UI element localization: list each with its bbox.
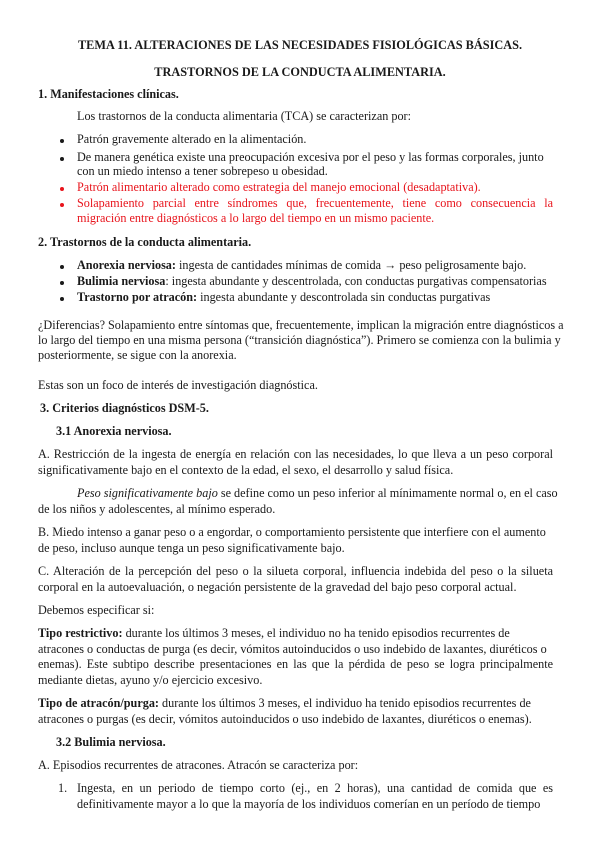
- text-line: significativamente bajo en el contexto de la edad, el sexo, el desarrollo y salud física.: [38, 463, 454, 477]
- text-line: corporal en la autoevaluación, o negación persistente de la gravedad del bajo peso corporal actual.: [38, 580, 517, 594]
- text: durante los últimos 3 meses, el individuo ha tenido episodios recurrentes de: [158, 696, 531, 710]
- term: Bulimia nerviosa: [77, 274, 166, 288]
- section-1-intro: Los trastornos de la conducta alimentaria (TCA) se caracterizan por:: [77, 109, 411, 123]
- title-line-2: TRASTORNOS DE LA CONDUCTA ALIMENTARIA.: [154, 65, 446, 79]
- text-line: enemas). Este subtipo describe presentaciones en las que la pérdida de peso se logra principalmente: [38, 657, 553, 671]
- term: Tipo restrictivo:: [38, 626, 123, 640]
- definition: ingesta abundante y descontrolada sin conductas purgativas: [197, 290, 491, 304]
- text-line: lo largo del tiempo en una misma persona (“transición diagnóstica”). Primero se comienza con la bulimia y: [38, 333, 561, 347]
- subsection-3-2-heading: 3.2 Bulimia nerviosa.: [56, 735, 166, 749]
- definition: ingesta de cantidades mínimas de comida → peso peligrosamente bajo.: [175, 258, 527, 272]
- bullet-icon: [60, 150, 64, 165]
- text-line: mediante dietas, ayuno y/o ejercicio excesivo.: [38, 673, 263, 687]
- bullet-text: Patrón gravemente alterado en la alimentación.: [77, 132, 307, 146]
- bullet-icon: [60, 132, 64, 147]
- text-line: atracones o conductas de purga (es decir, vómitos autoinducidos o uso indebido de laxantes, diuréticos o: [38, 642, 547, 656]
- bullet-text: con un miedo intenso a tener sobrepeso u obesidad.: [77, 164, 328, 178]
- text-line: ¿Diferencias? Solapamiento entre síntomas que, frecuentemente, implican la migración entre diagnósticos a: [38, 318, 564, 332]
- text-line: C. Alteración de la percepción del peso o la silueta corporal, influencia indebida del peso o la silueta: [38, 564, 553, 578]
- bullet-text: Solapamiento parcial entre síndromes que, frecuentemente, tiene como consecuencia la: [77, 196, 553, 210]
- definition: : ingesta abundante y descentrolada, con conductas purgativas compensatorias: [165, 274, 547, 288]
- section-3-heading: 3. Criterios diagnósticos DSM-5.: [40, 401, 209, 415]
- text-line: definitivamente mayor a lo que la mayoría de los individuos comerían en un período de tiempo: [77, 797, 541, 811]
- term: Anorexia nerviosa:: [77, 258, 176, 272]
- text-line: posteriormente, se sigue con la anorexia.: [38, 348, 237, 362]
- bullet-icon: [60, 258, 64, 273]
- text-line: B. Miedo intenso a ganar peso o a engordar, o comportamiento persistente que interfiere con el aumento: [38, 525, 546, 539]
- specify-text: Debemos especificar si:: [38, 603, 155, 617]
- bullet-text: Patrón alimentario alterado como estrategia del manejo emocional (desadaptativa).: [77, 180, 481, 194]
- text-line: atracones o purgas (es decir, vómitos autoinducidos o uso indebido de laxantes, diuréticos o enemas).: [38, 712, 532, 726]
- text-line: de los niños y adolescentes, al mínimo esperado.: [38, 502, 276, 516]
- subsection-3-1-heading: 3.1 Anorexia nerviosa.: [56, 424, 172, 438]
- term: Trastorno por atracón:: [77, 290, 198, 304]
- focus-text: Estas son un foco de interés de investigación diagnóstica.: [38, 378, 318, 392]
- bullet-icon: [60, 290, 64, 305]
- bullet-icon: [60, 180, 64, 195]
- italic-term: Peso significativamente bajo: [77, 486, 218, 500]
- term: Tipo de atracón/purga:: [38, 696, 159, 710]
- title-line-1: TEMA 11. ALTERACIONES DE LAS NECESIDADES FISIOLÓGICAS BÁSICAS.: [77, 38, 523, 52]
- section-2-heading: 2. Trastornos de la conducta alimentaria.: [38, 235, 252, 249]
- bullet-text: De manera genética existe una preocupación excesiva por el peso y las formas corporales, junto: [77, 150, 544, 164]
- bullet-text: migración entre diagnósticos a lo largo del tiempo en un mismo paciente.: [77, 211, 435, 225]
- text: se define como un peso inferior al mínimamente normal o, en el caso: [217, 486, 558, 500]
- bullet-icon: [60, 196, 64, 211]
- text-line: de peso, incluso aunque tenga un peso significativamente bajo.: [38, 541, 345, 555]
- section-1-heading: 1. Manifestaciones clínicas.: [38, 87, 179, 101]
- text-line: A. Restricción de la ingesta de energía en relación con las necesidades, lo que lleva a un peso corporal: [38, 447, 553, 461]
- text-line: Ingesta, en un periodo de tiempo corto (ej., en 2 horas), una cantidad de comida que es: [77, 781, 553, 795]
- list-number: 1.: [58, 781, 68, 795]
- bulimia-criterion-a: A. Episodios recurrentes de atracones. Atracón se caracteriza por:: [38, 758, 359, 772]
- bullet-icon: [60, 274, 64, 289]
- text: durante los últimos 3 meses, el individuo no ha tenido episodios recurrentes de: [122, 626, 510, 640]
